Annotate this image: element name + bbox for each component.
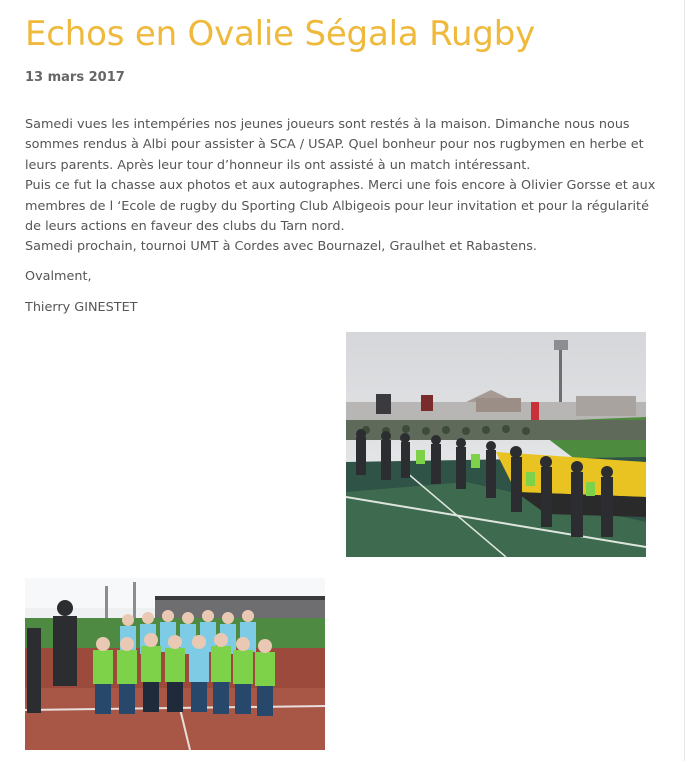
stadium-photo-image [346,332,646,557]
author-name: Thierry GINESTET [25,300,138,315]
body-line: membres de l ‘Ecole de rugby du Sporting Club Albigeois pour leur invitation et pour la régularité [25,198,649,214]
body-line: de leurs actions en faveur des clubs du Tarn nord. [25,219,345,235]
blog-post [25,12,656,315]
post-title[interactable]: Echos en Ovalie Ségala Rugby [25,14,535,54]
body-line: Samedi vues les intempéries nos jeunes joueurs sont restés à la maison. Dimanche nous nous [25,117,630,132]
closing-salutation: Ovalment, [25,269,92,284]
stadium-parade-photo[interactable] [346,332,646,557]
body-line: leurs parents. Après leur tour d’honneur ils ont assisté à un match intéressant. [25,157,531,173]
post-date: 13 mars 2017 [25,70,125,85]
body-line: Puis ce fut la chasse aux photos et aux autographes. Merci une fois encore à Olivier Gorsse et aux [25,178,656,194]
body-line: Samedi prochain, tournoi UMT à Cordes avec Bournazel, Graulhet et Rabastens. [25,239,537,255]
post-body [25,115,656,258]
kids-team-photo[interactable] [25,578,325,750]
body-line: sommes rendus à Albi pour assister à SCA / USAP. Quel bonheur pour nos rugbymen en herbe et [25,137,644,153]
team-photo-image [25,578,325,750]
page-edge-divider [684,0,685,761]
